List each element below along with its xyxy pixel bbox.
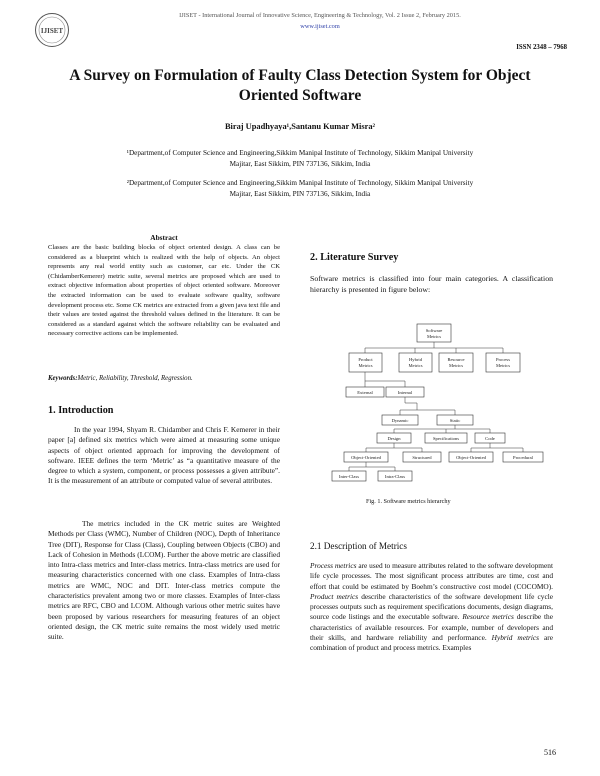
label-specifications: Specifications [432, 436, 460, 441]
label-internal: Internal [397, 390, 413, 395]
label-inter-class: Inter-Class [338, 474, 360, 479]
term-process-metrics: Process metrics [310, 561, 357, 570]
title-line-2: Oriented Software [238, 87, 362, 104]
label-resource-metrics: Metrics [448, 363, 464, 368]
journal-logo [34, 12, 70, 48]
label-process-metrics: Metrics [495, 363, 511, 368]
label-software: Software [425, 328, 443, 333]
affiliation-1-line-2: Majitar, East Sikkim, PIN 737136, Sikkim, India [229, 160, 371, 168]
label-product: Product [358, 357, 373, 362]
description-heading: 2.1 Description of Metrics [310, 541, 407, 551]
description-text-4: are combination of product and process metrics. Examples [310, 633, 553, 653]
metrics-hierarchy-diagram [305, 318, 550, 488]
term-hybrid-metrics: Hybrid metrics [491, 633, 540, 643]
intro-paragraph-2: The metrics included in the CK metric suites are Weighted Methods per Class (WMC), Number of Children (NOC), Depth of Inheritance Tree (DIT), Response for Class (Class), Coupling between Objects (CBO) and Lack of Cohesion in Methods (LCOM). Further the above metric are classified into Intra-class metrics and Inter-class metrics. Intra-class metrics are used for measuring characteristics concerned with one class. Examples of Intra-class metrics are WMC, NOC and DIT. Inter-class metrics compute the characteristics prevalent among two or more classes. Examples of Inter-class metrics are RFC, CBO and LCOM. Although various other metric suites have been proposed by various researchers for measuring features of an object oriented design, the CK metric suite remains the most widely used metric suite. [48, 519, 280, 642]
label-process: Process [495, 357, 511, 362]
title-line-1: A Survey on Formulation of Faulty Class Detection System for Object [69, 67, 531, 84]
label-object-oriented-code: Object-Oriented [456, 455, 486, 460]
page-number: 516 [544, 748, 556, 757]
description-text-3: describe the characteristics of available resources. For example, number of developers and their skills, and hardware reliability and performance. [310, 612, 553, 643]
figure-caption: Fig. 1. Software metrics hierarchy [366, 498, 451, 505]
label-static: Static [449, 418, 461, 423]
keywords [48, 375, 288, 382]
label-hybrid-metrics: Metrics [408, 363, 423, 368]
affiliation-1 [60, 148, 540, 170]
literature-paragraph: Software metrics is classified into four main categories. A classification hierarchy is presented in figure below: [310, 274, 553, 294]
node-software-metrics [417, 324, 451, 342]
label-code: Code [485, 436, 495, 441]
affiliation-1-line-1: ¹Department,of Computer Science and Engineering,Sikkim Manipal Institute of Technology, Sikkim Manipal University [126, 149, 474, 157]
paper-title [40, 66, 560, 106]
intro-paragraph-1: In the year 1994, Shyam R. Chidamber and Chris F. Kemerer in their paper [a] defined six metrics which were aimed at measuring some unique aspects of object oriented approach for improving the development of software. IEEE defines the term ‘Metric’ as “a quantitative measure of the degree to which a system, component, or process possesses a given attribute”. It is the measurement of an attribute or computed value of several attributes. [48, 425, 280, 486]
affiliation-2-line-1: ²Department,of Computer Science and Engineering,Sikkim Manipal Institute of Technology, Sikkim Manipal University [126, 179, 474, 187]
intro-heading: 1. Introduction [48, 405, 114, 416]
abstract-heading: Abstract [150, 233, 178, 242]
description-text-1: are used to measure attributes related to the software development life cycle processes. The most significant process attributes are time, cost and effort that could be estimated by Boehm’s constructive cost model (COCOMO). [310, 561, 553, 591]
description-text-2: describe characteristics of the software development life cycle processes outputs such as requirement specifications documents, design diagrams, source code listings and the executable software. [310, 591, 554, 622]
authors: Biraj Upadhyaya¹,Santanu Kumar Misra² [224, 122, 376, 131]
label-external: External [357, 390, 373, 395]
affiliation-2 [60, 178, 540, 200]
keywords-label: Keywords: [48, 375, 78, 382]
label-product-metrics: Metrics [358, 363, 373, 368]
affiliation-2-line-2: Majitar, East Sikkim, PIN 737136, Sikkim, India [229, 190, 371, 198]
journal-header: IJISET - International Journal of Innovative Science, Engineering & Technology, Vol. 2 Issue 2, February 2015. [179, 12, 461, 19]
label-intra-class: Intra-Class [384, 474, 406, 479]
label-dynamic: Dynamic [391, 418, 409, 423]
logo-text: IJISET [40, 27, 64, 35]
journal-url[interactable]: www.ijiset.com [300, 23, 340, 30]
literature-heading: 2. Literature Survey [310, 252, 399, 263]
label-procedural: Procedural [513, 455, 533, 460]
term-resource-metrics: Resource metrics [462, 612, 514, 622]
description-paragraph [310, 561, 553, 654]
term-product-metrics: Product metrics [310, 591, 359, 601]
label-hybrid: Hybrid [408, 357, 423, 362]
label-metrics: Metrics [426, 334, 442, 339]
keywords-list: Metric, Reliability, Threshold, Regression. [77, 375, 193, 382]
issn: ISSN 2348 – 7968 [516, 44, 567, 51]
label-design: Design [387, 436, 401, 441]
label-resource: Resource [447, 357, 465, 362]
abstract-text: Classes are the basic building blocks of object oriented design. A class can be considered as a blueprint which is realized with the help of objects. An object represents any real world entity such as customer, car etc. Under the CK (ChidamberKemerer) metric suite, several metrics are proposed which are used to extract objective information about properties of object oriented software. Moreover the extracted information can be used to evaluate software quality, software development process etc. Some CK metrics are extracted from a given java text file and their values are tested against the threshold values defined in the literature. It can be considered as a standard against which the software reliability can be evaluated and necessary corrective actions can be implemented. [48, 244, 280, 338]
label-structured: Structured [412, 455, 432, 460]
label-object-oriented-design: Object-Oriented [351, 455, 381, 460]
